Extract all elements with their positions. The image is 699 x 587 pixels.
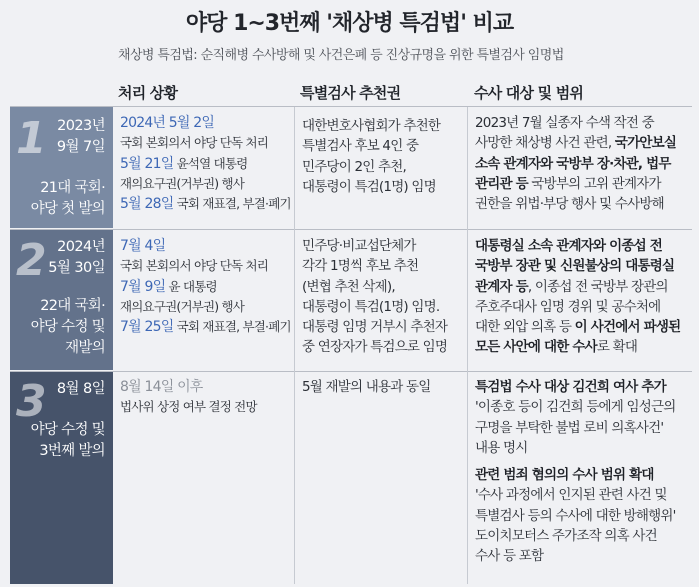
scope-text: 권한을 위법·부당 행사 및 수사방해 xyxy=(475,196,664,213)
row-2-scope xyxy=(475,236,680,358)
scope-text: 도이치모터스 주가조작 의혹 사건 xyxy=(475,528,657,545)
process-line: 7월 4일 xyxy=(120,238,166,254)
scope-emphasis: 관리관 등 xyxy=(475,175,528,192)
process-date: 7월 25일 xyxy=(120,319,174,336)
scope-text: 국방부의 고위 관계자가 xyxy=(527,175,661,192)
row-1-recommend xyxy=(302,116,440,197)
scope-emphasis: 관련 범죄 혐의의 수사 범위 확대 xyxy=(475,467,654,484)
row-2-label-line: 재발의 xyxy=(65,340,105,356)
scope-text: 구명을 부탁한 불법 로비 의혹사건' xyxy=(475,419,664,436)
row-2-process xyxy=(120,236,291,337)
scope-text: 로 확대 xyxy=(596,339,638,356)
scope-line xyxy=(475,485,676,505)
scope-line xyxy=(475,418,676,438)
row-1-process xyxy=(120,113,291,214)
process-line: 국회 본회의서 야당 단독 처리 xyxy=(120,135,268,151)
divider xyxy=(10,106,692,107)
scope-line xyxy=(475,297,680,317)
process-line: 2024년 5월 2일 xyxy=(120,115,215,131)
divider xyxy=(10,229,692,230)
row-3-label-line: 3번째 발의 xyxy=(39,443,105,459)
scope-text: '이종호 등이 김건희 등에게 임성근의 xyxy=(475,399,676,416)
scope-emphasis: 국가안보실 xyxy=(614,135,677,152)
column-header-scope: 수사 대상 및 범위 xyxy=(474,84,584,102)
row-3-process xyxy=(120,377,257,418)
recommend-line: 대통령 임명 거부시 추천자 xyxy=(302,319,448,336)
column-header-process: 처리 상황 xyxy=(118,84,178,102)
process-line: 법사위 상정 여부 결정 전망 xyxy=(120,399,257,415)
row-1-number: 1 xyxy=(16,113,47,164)
recommend-line: 특별검사 후보 4인 중 xyxy=(302,138,419,155)
row-2-label xyxy=(31,296,105,359)
scope-line xyxy=(475,377,676,397)
process-date: 7월 9일 xyxy=(120,278,166,295)
scope-text: 특별검사 등의 수사에 대한 방해행위' xyxy=(475,507,676,524)
process-line xyxy=(120,194,291,214)
recommend-line: 각각 1명씩 후보 추천 xyxy=(302,258,419,275)
scope-text: 주호주대사 임명 경위 및 공수처에 xyxy=(475,298,661,315)
recommend-line: 민주당이 2인 추천, xyxy=(302,158,406,175)
scope-text: , 이종섭 전 국방부 장관의 xyxy=(527,278,668,295)
recommend-line: 대한변호사협회가 추천한 xyxy=(302,118,441,134)
row-3-scope xyxy=(475,377,676,567)
scope-text: 2023년 7월 실종자 수색 작전 중 xyxy=(475,115,654,131)
row-3-side-panel xyxy=(10,372,113,584)
column-divider xyxy=(294,107,295,584)
process-text: 윤 대통령 xyxy=(165,278,217,294)
row-1-label-line: 21대 국회· xyxy=(40,180,105,196)
row-2-label-line: 야당 수정 및 xyxy=(30,319,105,335)
column-divider xyxy=(467,107,468,584)
row-2-recommend xyxy=(302,236,447,358)
process-text: 윤석열 대통령 xyxy=(173,155,248,171)
scope-line xyxy=(475,506,676,526)
process-text: 국회 재표결, 부결·폐기 xyxy=(173,319,291,335)
process-line: 재의요구권(거부권) 행사 xyxy=(120,175,245,191)
process-line xyxy=(120,317,291,337)
scope-emphasis: 특검법 수사 대상 김건희 여사 추가 xyxy=(475,379,666,395)
row-3-date-day: 8월 8일 xyxy=(56,381,105,397)
scope-text: 수사 등 포함 xyxy=(475,548,544,565)
row-2-number: 2 xyxy=(16,235,47,286)
process-date: 5월 21일 xyxy=(120,155,174,172)
scope-line xyxy=(475,236,680,256)
process-line: 8월 14일 이후 xyxy=(120,379,203,395)
scope-line xyxy=(475,458,676,465)
scope-line xyxy=(475,174,676,194)
scope-line xyxy=(475,256,680,276)
row-3-label xyxy=(31,420,105,462)
recommend-line: 중 연장자가 특검으로 임명 xyxy=(302,339,448,356)
scope-line xyxy=(475,317,680,337)
scope-text: 대한 외압 의혹 등 xyxy=(475,319,575,336)
row-1-label xyxy=(31,178,105,220)
row-2-label-line: 22대 국회· xyxy=(40,298,105,314)
scope-emphasis: 대통령실 소속 관계자와 이종섭 전 xyxy=(475,238,662,254)
scope-line xyxy=(475,546,676,566)
scope-line xyxy=(475,438,676,458)
row-1-date-year: 2023년 xyxy=(57,118,105,134)
scope-text: 사망한 채상병 사건 관련, xyxy=(475,135,615,152)
scope-line xyxy=(475,397,676,417)
scope-line xyxy=(475,337,680,357)
row-3-number: 3 xyxy=(16,376,47,427)
scope-emphasis: 모든 사안에 대한 수사 xyxy=(475,339,597,356)
process-line: 재의요구권(거부권) 행사 xyxy=(120,298,245,314)
recommend-line: 5월 재발의 내용과 동일 xyxy=(302,379,431,395)
row-3-label-line: 야당 수정 및 xyxy=(30,422,105,438)
process-text: 국회 재표결, 부결·폐기 xyxy=(173,196,291,212)
recommend-line: 대통령이 특검(1명) 임명. xyxy=(302,298,440,315)
row-3-recommend xyxy=(302,377,430,397)
row-3-date xyxy=(57,379,105,400)
page-title: 야당 1~3번째 '채상병 특검법' 비교 xyxy=(185,11,514,36)
recommend-line: 민주당·비교섭단체가 xyxy=(302,238,416,254)
scope-line xyxy=(475,277,680,297)
row-2-date-day: 5월 30일 xyxy=(48,260,105,276)
process-line xyxy=(120,154,291,174)
scope-text: 내용 명시 xyxy=(475,439,528,456)
row-1-label-line: 야당 첫 발의 xyxy=(30,201,105,217)
scope-emphasis: 이 사건에서 파생된 xyxy=(574,319,681,336)
row-2-date-year: 2024년 xyxy=(57,239,105,255)
row-2-date xyxy=(48,237,105,279)
scope-line xyxy=(475,154,676,174)
scope-line xyxy=(475,133,676,153)
row-1-date-day: 9월 7일 xyxy=(56,139,105,155)
scope-line xyxy=(475,526,676,546)
scope-emphasis: 관계자 등 xyxy=(475,278,528,295)
scope-text: '수사 과정에서 인지된 관련 사건 및 xyxy=(475,487,667,504)
scope-line xyxy=(475,465,676,485)
process-line: 국회 본회의서 야당 단독 처리 xyxy=(120,258,268,274)
column-header-recommend: 특별검사 추천권 xyxy=(300,84,401,102)
row-2-side-panel xyxy=(10,230,113,370)
scope-emphasis: 소속 관계자와 국방부 장·차관, 법무 xyxy=(475,155,671,172)
page-subtitle: 채상병 특검법: 순직해병 수사방해 및 사건은폐 등 진상규명을 위한 특별검사 임명법 xyxy=(118,48,564,63)
row-1-date xyxy=(57,116,105,158)
scope-line xyxy=(475,113,676,133)
row-1-scope xyxy=(475,113,676,214)
scope-emphasis: 국방부 장관 및 신원불상의 대통령실 xyxy=(475,258,675,275)
process-line xyxy=(120,277,291,297)
recommend-line: (변협 추천 삭제), xyxy=(302,278,395,295)
scope-line xyxy=(475,194,676,214)
process-date: 5월 28일 xyxy=(120,196,174,213)
recommend-line: 대통령이 특검(1명) 임명 xyxy=(302,178,436,195)
divider xyxy=(10,371,692,372)
row-1-side-panel xyxy=(10,107,113,228)
